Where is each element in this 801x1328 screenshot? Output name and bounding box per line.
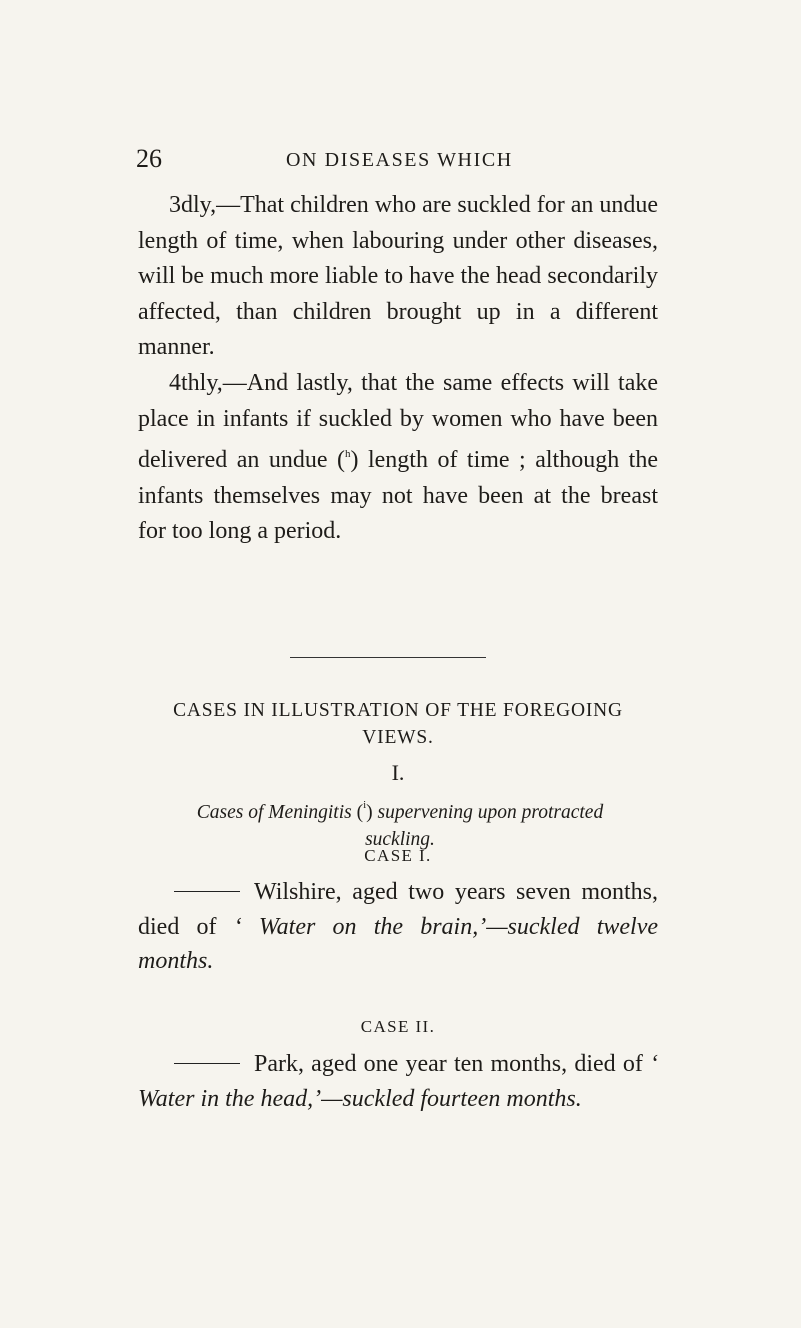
section-divider — [290, 657, 486, 658]
paragraph-fourthly-text-start: 4thly,—And lastly, that the same effects will take place in infants if suckled by women who have been delivered an undue ( — [138, 370, 658, 473]
section-subheading — [165, 792, 635, 853]
paragraph-thirdly: 3dly,—That children who are suckled for an undue length of time, when labouring under other diseases, will be much more liable to have the head secondarily affected, than children brought up in a different manner. — [138, 192, 658, 360]
case-text-plain: Park, aged one year ten months, died of — [254, 1051, 650, 1077]
page-number: 26 — [136, 144, 162, 173]
subheading-paren-close: ) — [366, 802, 378, 823]
paragraph-fourthly-text-end: ) length of time ; although the infants themselves may not have been at the breast for too long a period. — [138, 447, 658, 544]
case-text — [138, 875, 658, 979]
case-label: CASE I. — [364, 846, 432, 865]
name-dash — [174, 1063, 240, 1064]
footnote-marker-h: h — [345, 448, 351, 460]
paragraph-fourthly — [138, 366, 658, 550]
running-head: ON DISEASES WHICH — [286, 149, 513, 171]
section-heading: CASES IN ILLUSTRATION OF THE FOREGOING VIEWS. — [173, 700, 623, 748]
subheading-title: Cases of Meningitis — [196, 802, 352, 823]
name-dash — [174, 891, 240, 892]
subheading-paren-open: ( — [351, 802, 364, 823]
footnote-marker-i: i — [363, 799, 367, 811]
section-number: I. — [391, 760, 405, 785]
case-text-italic: ‘ Water in the head,’—suckled fourteen months. — [138, 1051, 658, 1112]
case-text — [138, 1047, 658, 1116]
subheading-rest: supervening upon protracted suckling. — [365, 802, 604, 850]
case-text-italic: ‘ Water on the brain,’—suckled twelve months. — [138, 913, 658, 974]
case-label: CASE II. — [360, 1017, 436, 1036]
case-text-plain: Wilshire, aged two years seven months, died of — [138, 879, 658, 940]
